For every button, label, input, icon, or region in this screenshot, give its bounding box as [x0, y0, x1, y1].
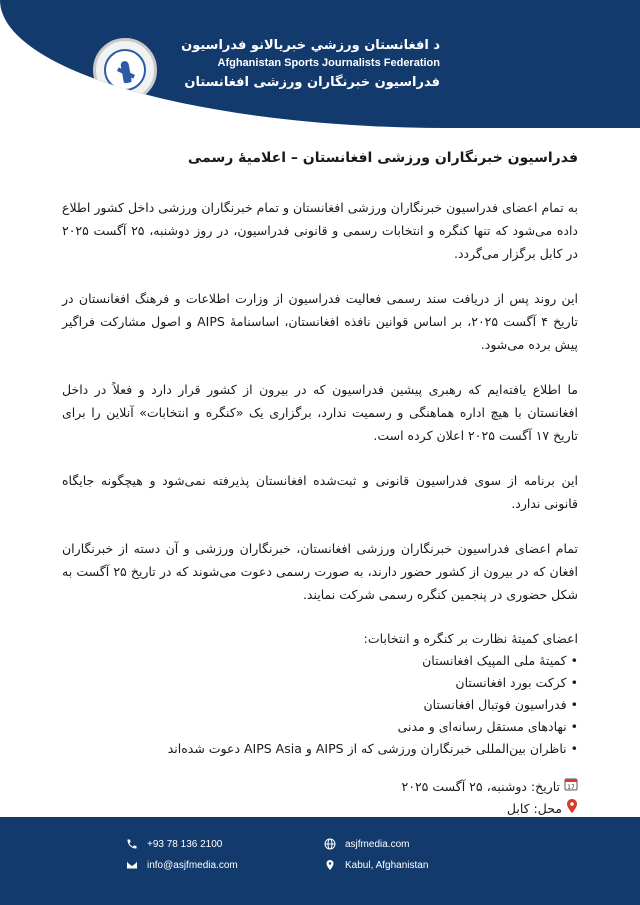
svg-text:17: 17	[567, 784, 575, 791]
committee-list	[62, 650, 578, 760]
list-item: • فدراسیون فوتبال افغانستان	[62, 694, 578, 716]
location-pin-icon	[323, 858, 337, 872]
letterhead-titles	[140, 38, 440, 90]
paragraph-5: تمام اعضای فدراسیون خبرنگاران ورزشی افغانستان، خبرنگاران ورزشی و آن دسته از خبرنگاران افغان که در بیرون از کشور حضور دارند، به صورت رسمی دعوت می‌شوند که در تاریخ ۲۵ آگست به شکل حضوری در پنجمین کنگره رسمی شرکت نمایند.	[62, 541, 578, 602]
title-pashto: د افغانستان ورزشي خبريالانو فدراسيون	[181, 38, 440, 53]
paragraph-1: به تمام اعضای فدراسیون خبرنگاران ورزشی افغانستان و تمام خبرنگاران ورزشی داخل کشور اطلاع داده می‌شود که تنها کنگره و انتخابات رسمی و قانونی فدراسیون، در روز دوشنبه، ۲۵ آگست ۲۰۲۵ در کابل برگزار می‌گردد.	[62, 200, 578, 261]
website-text: asjfmedia.com	[345, 838, 410, 850]
address-text: Kabul, Afghanistan	[345, 859, 429, 871]
committee-heading: اعضای کمیتهٔ نظارت بر کنگره و انتخابات:	[363, 631, 578, 646]
list-item: • کمیتهٔ ملی المپیک افغانستان	[62, 650, 578, 672]
footer-phone[interactable]	[125, 837, 222, 851]
list-item: • کرکت بورد افغانستان	[62, 672, 578, 694]
contact-footer	[0, 817, 640, 905]
footer-address	[323, 858, 428, 872]
footer-website[interactable]	[323, 837, 409, 851]
announcement-body	[62, 150, 578, 820]
phone-icon	[125, 837, 139, 851]
title-dari: فدراسیون خبرنگاران ورزشی افغانستان	[184, 75, 440, 90]
email-text: info@asjfmedia.com	[147, 859, 238, 871]
document-title: فدراسیون خبرنگاران ورزشی افغانستان – اعلامیهٔ رسمی	[187, 150, 578, 166]
date-text: تاریخ: دوشنبه، ۲۵ آگست ۲۰۲۵	[401, 779, 560, 794]
globe-icon	[323, 837, 337, 851]
letterhead-banner	[0, 0, 640, 128]
location-text: محل: کابل	[506, 801, 562, 816]
calendar-icon	[564, 776, 578, 798]
title-english: Afghanistan Sports Journalists Federation	[217, 57, 440, 69]
paragraph-3: ما اطلاع یافته‌ایم که رهبری پیشین فدراسیون که در بیرون از کشور قرار دارد و فعلاً در داخل افغانستان با هیچ اداره هماهنگی و رسمیت ندارد، برگزاری یک «کنگره و انتخابات» آنلاین را برای تاریخ ۱۷ آگست ۲۰۲۵ اعلان کرده است.	[62, 382, 578, 443]
footer-email[interactable]	[125, 858, 238, 872]
paragraph-2: این روند پس از دریافت سند رسمی فعالیت فدراسیون از وزارت اطلاعات و فرهنگ افغانستان در تاریخ ۴ آگست ۲۰۲۵، بر اساس قوانین نافذه افغانستان، اساسنامهٔ AIPS و اصول مشارکت فراگیر پیش برده می‌شود.	[62, 291, 578, 352]
mail-icon	[125, 858, 139, 872]
list-item: • ناظران بین‌المللی خبرنگاران ورزشی که از AIPS و AIPS Asia دعوت شده‌اند	[62, 738, 578, 760]
list-item: • نهادهای مستقل رسانه‌ای و مدنی	[62, 716, 578, 738]
paragraph-4: این برنامه از سوی فدراسیون قانونی و ثبت‌شده افغانستان پذیرفته نمی‌شود و هیچگونه جایگاه قانونی ندارد.	[62, 473, 578, 511]
phone-text: +93 78 136 2100	[147, 838, 223, 850]
date-line	[62, 776, 578, 798]
